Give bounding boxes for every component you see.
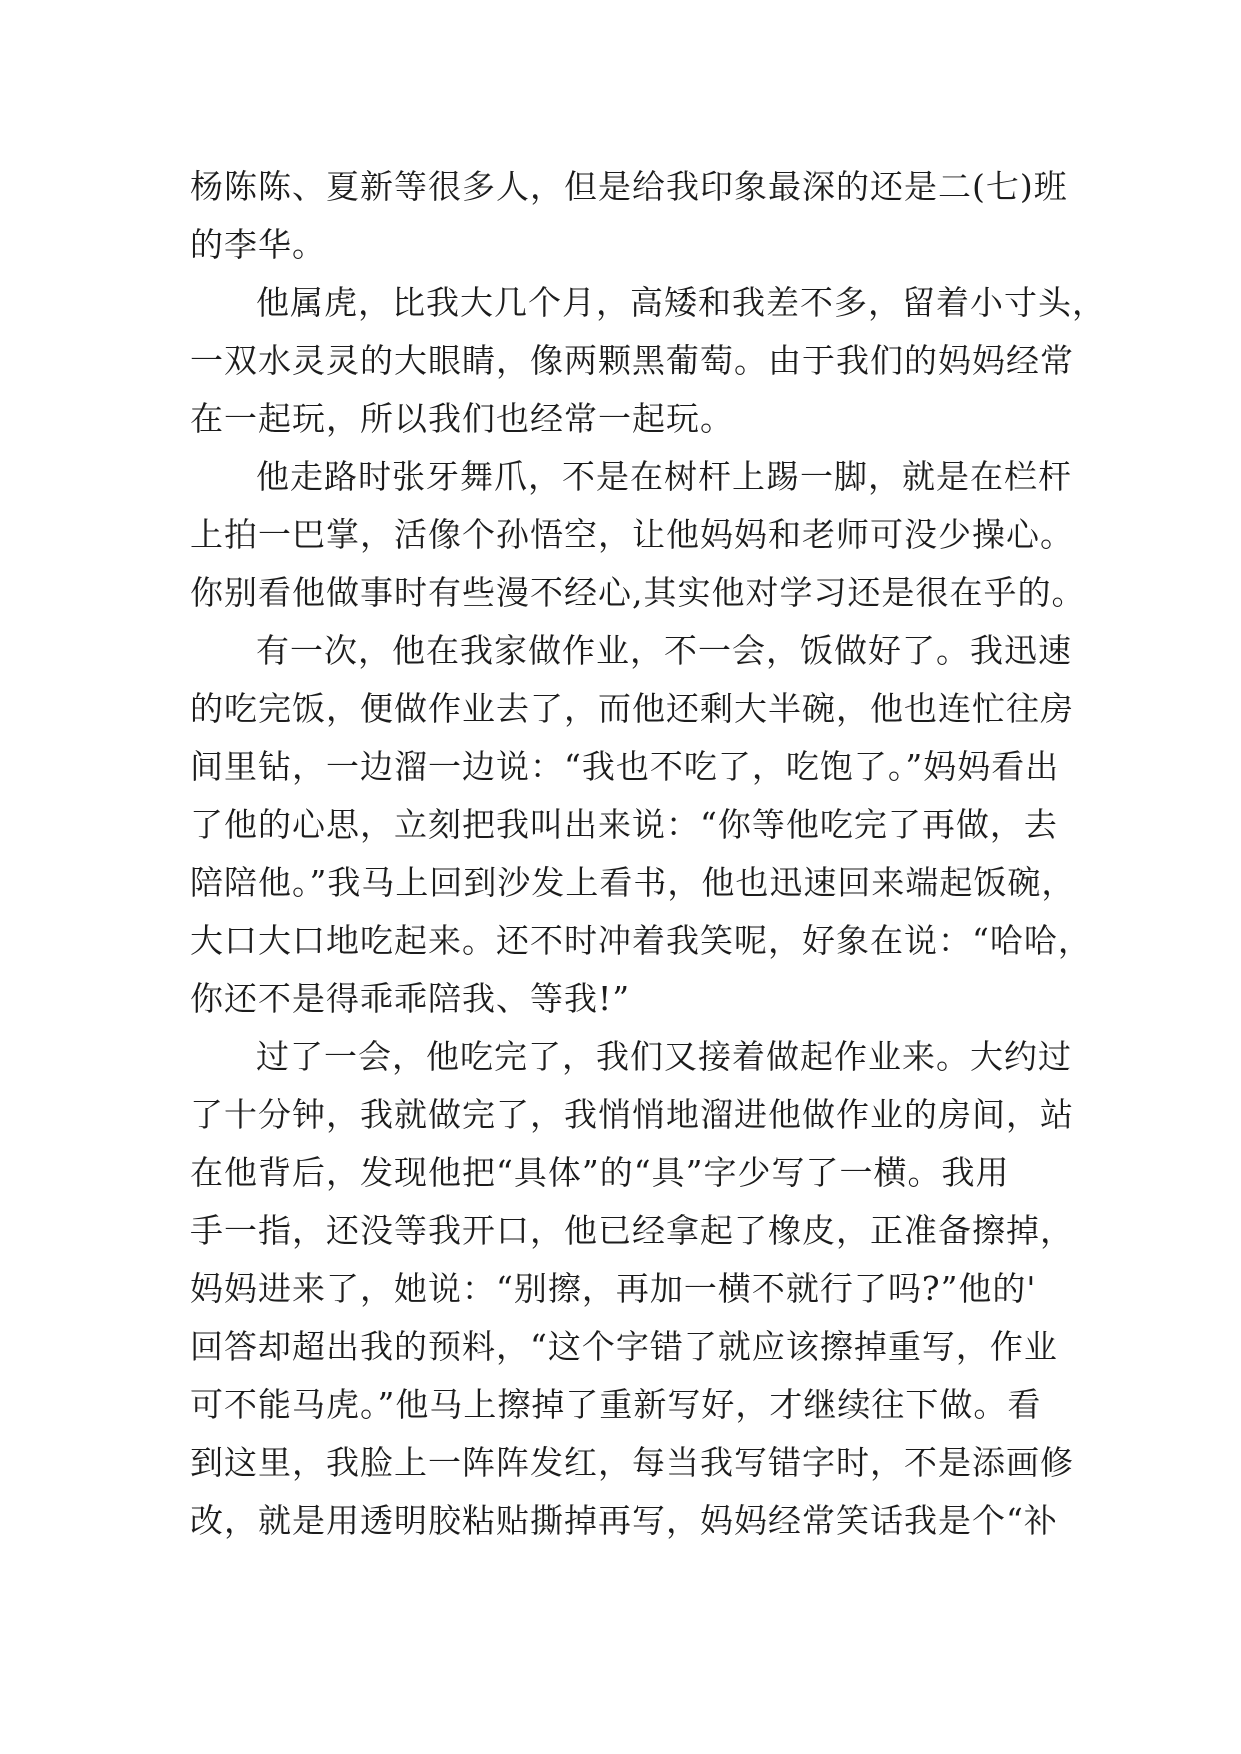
paragraph-line: 回答却超出我的预料，“这个字错了就应该擦掉重写，作业 [190, 1327, 1058, 1366]
paragraph-line: 可不能马虎。”他马上擦掉了重新写好，才继续往下做。看 [190, 1385, 1042, 1424]
paragraph-line: 的吃完饭，便做作业去了，而他还剩大半碗，他也连忙往房 [190, 689, 1074, 728]
paragraph-line: 改，就是用透明胶粘贴撕掉再写，妈妈经常笑话我是个“补 [190, 1501, 1058, 1540]
paragraph-line: 在一起玩，所以我们也经常一起玩。 [190, 399, 734, 438]
paragraph-line: 了他的心思，立刻把我叫出来说：“你等他吃完了再做，去 [190, 805, 1058, 844]
paragraph-line: 一双水灵灵的大眼睛，像两颗黑葡萄。由于我们的妈妈经常 [190, 341, 1074, 380]
paragraph-line: 到这里，我脸上一阵阵发红，每当我写错字时，不是添画修 [190, 1443, 1074, 1482]
paragraph-line: 你还不是得乖乖陪我、等我!” [190, 979, 631, 1018]
paragraph-line: 他走路时张牙舞爪，不是在树杆上踢一脚，就是在栏杆 [256, 457, 1072, 496]
paragraph-line: 妈妈进来了，她说：“别擦，再加一横不就行了吗?”他的' [190, 1269, 1037, 1308]
paragraph-line: 的李华。 [190, 225, 326, 264]
paragraph-line: 杨陈陈、夏新等很多人，但是给我印象最深的还是二(七)班 [190, 167, 1068, 206]
paragraph-line: 大口大口地吃起来。还不时冲着我笑呢，好象在说：“哈哈， [190, 921, 1092, 960]
paragraph-line: 手一指，还没等我开口，他已经拿起了橡皮，正准备擦掉， [190, 1211, 1074, 1250]
paragraph-line: 你别看他做事时有些漫不经心,其实他对学习还是很在乎的。 [190, 573, 1086, 612]
essay-body [190, 158, 1106, 1550]
paragraph-line: 在他背后，发现他把“具体”的“具”字少写了一横。我用 [190, 1153, 1010, 1192]
paragraph-line: 陪陪他。”我马上回到沙发上看书，他也迅速回来端起饭碗， [190, 863, 1076, 902]
paragraph-line: 过了一会，他吃完了，我们又接着做起作业来。大约过 [256, 1037, 1072, 1076]
paragraph-line: 间里钻，一边溜一边说：“我也不吃了，吃饱了。”妈妈看出 [190, 747, 1060, 786]
paragraph-line: 上拍一巴掌，活像个孙悟空，让他妈妈和老师可没少操心。 [190, 515, 1074, 554]
paragraph-line: 了十分钟，我就做完了，我悄悄地溜进他做作业的房间，站 [190, 1095, 1074, 1134]
paragraph-line: 他属虎，比我大几个月，高矮和我差不多，留着小寸头， [256, 283, 1106, 322]
paragraph-line: 有一次，他在我家做作业，不一会，饭做好了。我迅速 [256, 631, 1072, 670]
